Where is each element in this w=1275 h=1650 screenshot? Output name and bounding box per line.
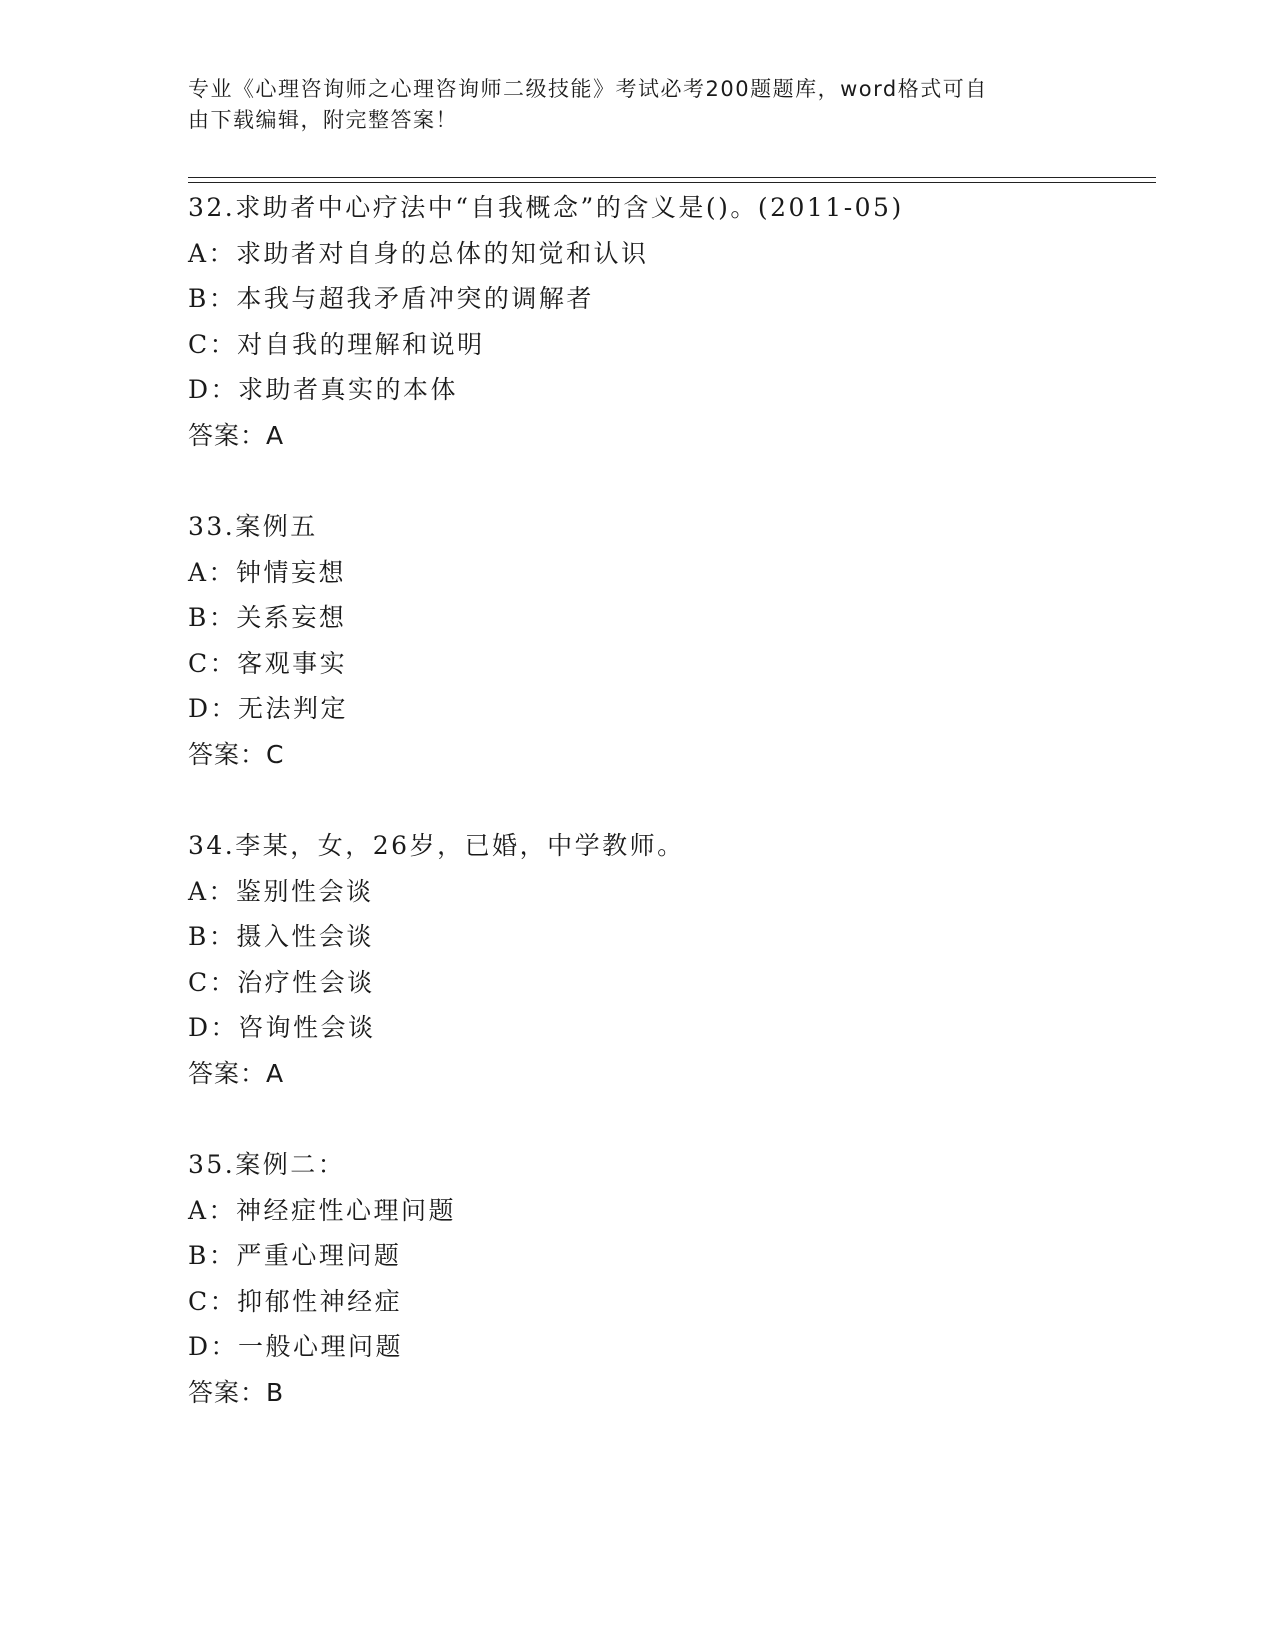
option-b: B：严重心理问题 xyxy=(188,1241,402,1271)
option-a: A：神经症性心理问题 xyxy=(188,1195,457,1225)
option-a: A：鉴别性会谈 xyxy=(188,876,374,906)
option-b: B：摄入性会谈 xyxy=(188,922,374,952)
question-33 xyxy=(188,504,1148,778)
answer: 答案：B xyxy=(188,1377,285,1407)
option-c: C：客观事实 xyxy=(188,648,348,678)
option-c: C：对自我的理解和说明 xyxy=(188,329,485,359)
option-c: C：治疗性会谈 xyxy=(188,967,375,997)
answer: 答案：A xyxy=(188,1058,285,1088)
header-divider-bottom xyxy=(188,182,1156,183)
question-stem: 32.求助者中心疗法中“自我概念”的含义是()。(2011-05) xyxy=(188,193,904,222)
option-d: D：求助者真实的本体 xyxy=(188,375,459,405)
question-stem: 35.案例二： xyxy=(188,1150,346,1179)
question-35 xyxy=(188,1142,1148,1416)
header-divider-top xyxy=(188,177,1156,178)
question-stem: 33.案例五 xyxy=(188,512,318,541)
option-c: C：抑郁性神经症 xyxy=(188,1286,403,1316)
header-line-2: 由下载编辑，附完整答案！ xyxy=(188,108,458,132)
option-a: A：钟情妄想 xyxy=(188,557,347,587)
question-stem: 34.李某，女，26岁，已婚，中学教师。 xyxy=(188,831,685,860)
option-b: B：本我与超我矛盾冲突的调解者 xyxy=(188,284,594,314)
answer: 答案：C xyxy=(188,739,285,769)
option-d: D：无法判定 xyxy=(188,694,349,724)
answer: 答案：A xyxy=(188,420,285,450)
option-b: B：关系妄想 xyxy=(188,603,347,633)
question-32 xyxy=(188,185,1148,459)
option-d: D：咨询性会谈 xyxy=(188,1013,376,1043)
document-header xyxy=(188,74,1068,136)
header-line-1: 专业《心理咨询师之心理咨询师二级技能》考试必考200题题库，word格式可自 xyxy=(188,77,988,101)
option-a: A：求助者对自身的总体的知觉和认识 xyxy=(188,238,649,268)
question-34 xyxy=(188,823,1148,1097)
option-d: D：一般心理问题 xyxy=(188,1332,404,1362)
